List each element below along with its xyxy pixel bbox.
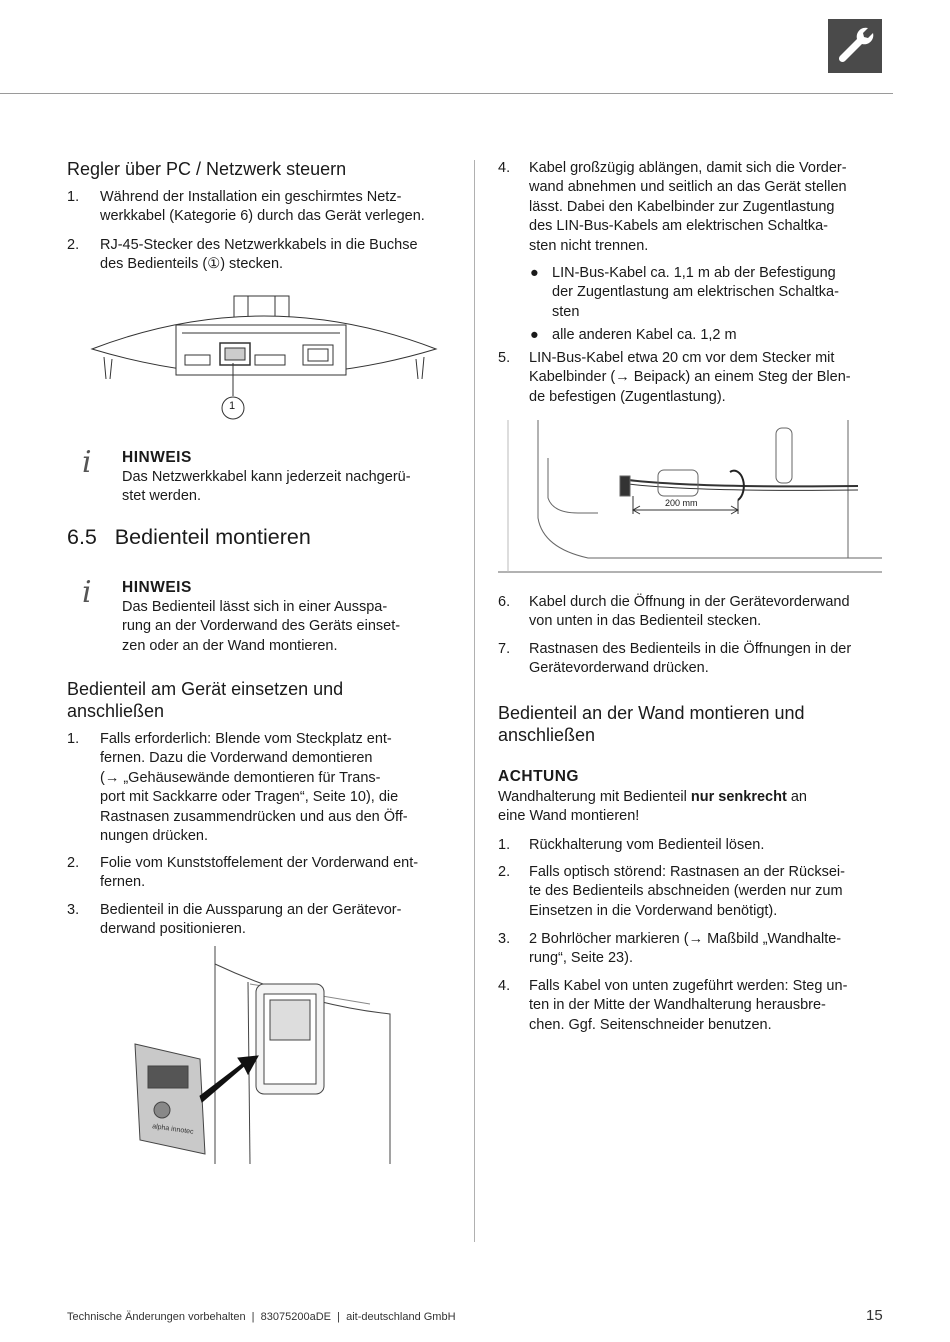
list-item: 4. Falls Kabel von unten zugeführt werden: Steg un- ten in der Mitte der Wandhalterung herausbre- chen. Ggf. Seitenschneider benutzen. [498,978,848,1033]
figure-callout: 1 [229,400,236,412]
bullet-dot: ● [530,327,539,343]
info-icon: i [82,445,92,480]
note-text: Das Bedienteil lässt sich in einer Ausspa- rung an der Vorderwand des Geräts einset- zen oder an der Wand montieren. [122,599,401,654]
cable-strain-relief-figure [498,418,882,576]
chapter-heading: 6.5 Bedienteil montieren [67,525,311,549]
list-item: 7. Rastnasen des Bedienteils in die Öffnungen in der Gerätevorderwand drücken. [498,641,852,677]
note-title: HINWEIS [122,579,192,596]
bullet-item: ● LIN-Bus-Kabel ca. 1,1 m ab der Befestigung der Zugentlastung am elektrischen Schaltka- sten [530,265,839,320]
list-item: 1. Rückhalterung vom Bedienteil lösen. [498,837,765,853]
note-text: Das Netzwerkkabel kann jederzeit nachgerü- stet werden. [122,469,411,505]
wrench-icon [828,19,882,73]
header-rule [0,93,893,94]
footer-text: Technische Änderungen vorbehalten | 83075200aDE | ait-deutschland GmbH [67,1311,456,1323]
section-heading-pc-network: Regler über PC / Netzwerk steuern [67,159,347,179]
section-heading-insert: Bedienteil am Gerät einsetzen und anschließen [67,679,344,721]
section-tab [828,19,882,73]
section-heading-wall: Bedienteil an der Wand montieren und anschließen [498,703,805,745]
list-item: 1. Während der Installation ein geschirmtes Netz- werkkabel (Kategorie 6) durch das Gerät verlegen. [67,189,425,225]
warning-title: ACHTUNG [498,768,579,785]
warning-text: Wandhalterung mit Bedienteil nur senkrecht an eine Wand montieren! [498,789,807,825]
bullet-dot: ● [530,265,539,281]
list-item: 2. RJ-45-Stecker des Netzwerkkabels in die Buchse des Bedienteils (①) stecken. [67,237,418,273]
list-item: 4. Kabel großzügig ablängen, damit sich die Vorder- wand abnehmen und seitlich an das Gerät stellen lässt. Dabei den Kabelbinder zur Zugentlastung des LIN-Bus-Kabels am elektrischen Schaltka- sten nicht trennen. [498,160,847,254]
info-icon: i [82,575,92,610]
list-item: 3. Bedienteil in die Aussparung an der Gerätevor- derwand positionieren. [67,902,402,938]
list-item: 2. Folie vom Kunststoffelement der Vorderwand ent- fernen. [67,855,419,891]
insert-control-unit-figure [130,944,400,1166]
dimension-label: 200 mm [665,498,698,508]
device-brand-label: alpha innotec [151,1123,194,1136]
list-item: 6. Kabel durch die Öffnung in der Gerätevorderwand von unten in das Bedienteil stecken. [498,594,850,630]
column-divider [474,160,475,1242]
control-unit-socket-figure [88,293,440,423]
page-number: 15 [866,1307,883,1324]
list-item: 1. Falls erforderlich: Blende vom Steckplatz ent- fernen. Dazu die Vorderwand demontieren (→ „Gehäusewände demontieren für Trans- port mit Sackkarre oder Tragen“, Seite 10), die Rastnasen zusammendrücken und aus den Öff- nungen drücken. [67,731,408,845]
bullet-item: ● alle anderen Kabel ca. 1,2 m [530,326,882,346]
list-item: 3. 2 Bohrlöcher markieren (→ Maßbild „Wandhalte- rung“, Seite 23). [498,931,842,967]
note-title: HINWEIS [122,449,192,466]
list-item: 5. LIN-Bus-Kabel etwa 20 cm vor dem Stecker mit Kabelbinder (→ Beipack) an einem Steg der Blen- de befestigen (Zugentlastung). [498,350,851,405]
list-item: 2. Falls optisch störend: Rastnasen an der Rücksei- te des Bedienteils abschneiden (werden nur zum Einsetzen in die Vorderwand benötigt). [498,864,845,919]
